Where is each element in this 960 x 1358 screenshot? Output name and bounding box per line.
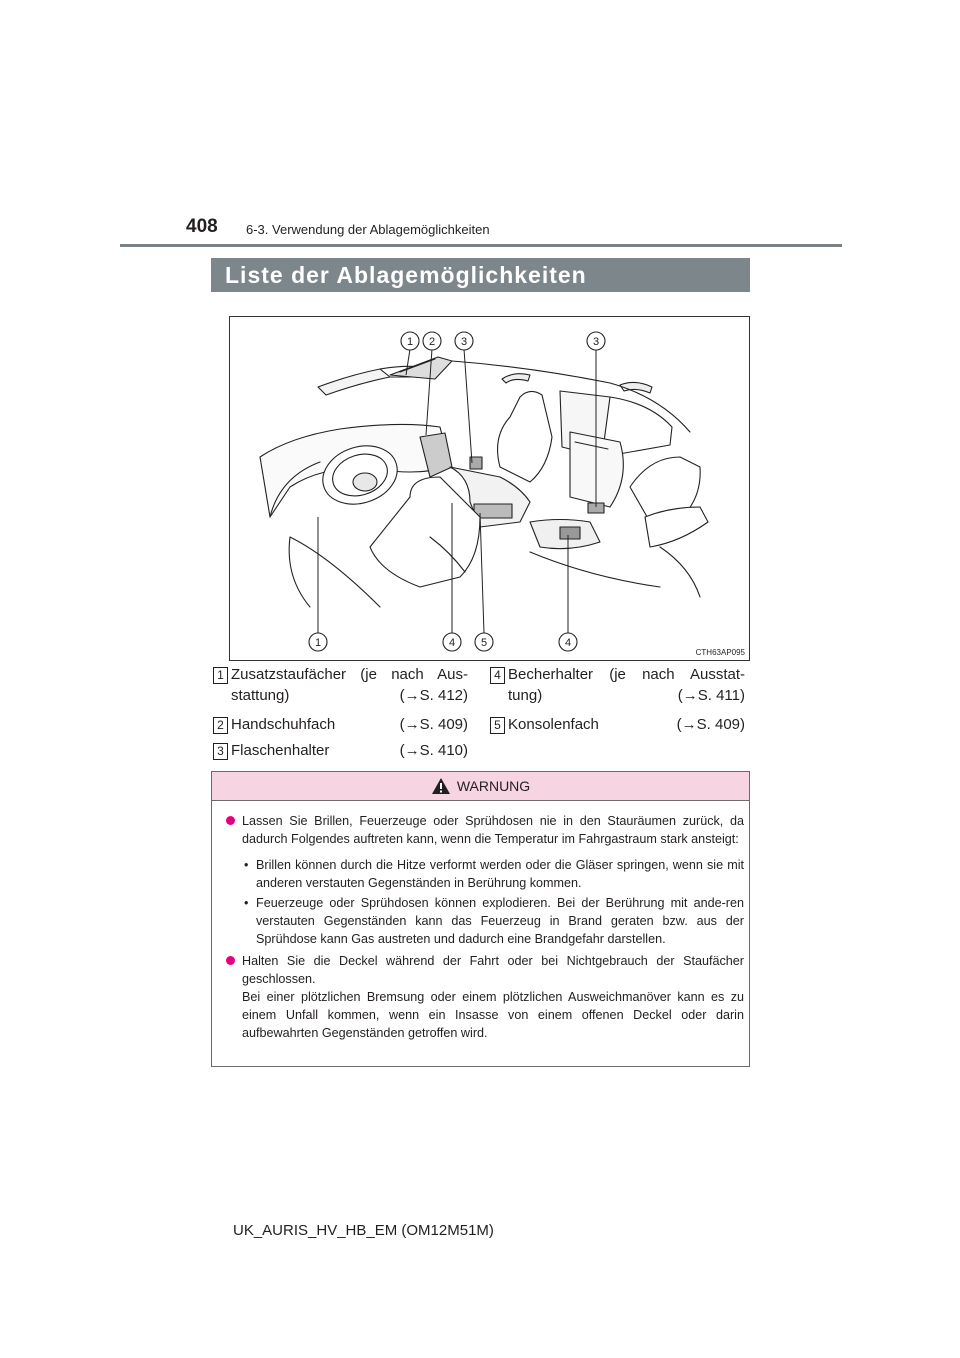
legend-page-ref: (→S. 409) — [399, 716, 468, 733]
figure-code: CTH63AP095 — [695, 648, 745, 657]
legend-item — [213, 714, 469, 736]
callout-bottom-2: 4 — [448, 637, 456, 649]
legend-number: 1 — [213, 667, 228, 684]
legend-number: 5 — [490, 717, 505, 734]
callout-bottom-1: 1 — [314, 637, 322, 649]
callout-top-1: 1 — [406, 336, 414, 348]
warning-sub-item — [226, 856, 744, 892]
bullet-dot-icon — [226, 816, 235, 825]
callout-bottom-4: 4 — [564, 637, 572, 649]
legend-number: 3 — [213, 743, 228, 760]
document-id: UK_AURIS_HV_HB_EM (OM12M51M) — [233, 1222, 494, 1239]
warning-sub-item — [226, 894, 744, 948]
warning-text-cont: Bei einer plötzlichen Bremsung oder einem plötzlichen Ausweichmanöver kann es zu einem Unfall kommen, wenn ein Insasse von einem offenen Deckel oder darin aufbewahrten Gegenständen getroffen wird. — [242, 990, 744, 1040]
car-interior-drawing — [230, 317, 749, 660]
legend-item — [213, 740, 469, 762]
callout-top-2: 2 — [428, 336, 436, 348]
callout-top-4: 3 — [592, 336, 600, 348]
legend-number: 4 — [490, 667, 505, 684]
legend-label-cont: tung) — [508, 687, 543, 704]
legend-page-ref: (→S. 412) — [399, 687, 468, 704]
legend-label: Zusatzstaufächer (je nach Aus- — [231, 666, 468, 683]
warning-text: Lassen Sie Brillen, Feuerzeuge oder Sprühdosen nie in den Stauräumen zurück, da dadurch Folgendes auftreten kann, wenn die Temperatur im Fahrgastraum stark ansteigt: — [242, 814, 744, 846]
legend-page-ref: (→S. 410) — [399, 742, 468, 759]
warning-header — [212, 772, 749, 801]
warning-triangle-icon — [431, 777, 451, 795]
warning-subtext: Brillen können durch die Hitze verformt werden oder die Gläser springen, wenn sie mit anderen verstauten Gegenständen in Berührung kommen. — [256, 858, 744, 890]
section-title: 6-3. Verwendung der Ablagemöglichkeiten — [246, 222, 490, 237]
legend-page-ref: (→S. 409) — [676, 716, 745, 733]
warning-subtext: Feuerzeuge oder Sprühdosen können explodieren. Bei der Berührung mit ande-ren verstauten Gegenständen kann das Feuerzeug in Brand geraten bzw. aus der Sprühdose kann Gas austreten und dadurch eine Brandgefahr darstellen. — [256, 896, 744, 946]
sub-bullet-icon: • — [244, 858, 249, 872]
legend-label: Konsolenfach — [508, 716, 599, 733]
page-number: 408 — [186, 216, 218, 237]
legend-label: Handschuhfach — [231, 716, 336, 733]
bullet-dot-icon — [226, 956, 235, 965]
legend-item — [490, 664, 746, 708]
legend-label-cont: stattung) — [231, 687, 290, 704]
legend-label: Flaschenhalter — [231, 742, 330, 759]
callout-top-3: 3 — [460, 336, 468, 348]
warning-bullet — [226, 952, 744, 1042]
warning-body — [226, 812, 744, 1042]
section-banner: Liste der Ablagemöglichkeiten — [211, 258, 750, 292]
warning-box — [211, 771, 750, 1067]
legend-label: Becherhalter (je nach Ausstat- — [508, 666, 745, 683]
legend-item — [213, 664, 469, 708]
sub-bullet-icon: • — [244, 896, 249, 910]
warning-bullet — [226, 812, 744, 848]
warning-text: Halten Sie die Deckel während der Fahrt oder bei Nichtgebrauch der Staufächer geschlossen. — [242, 954, 744, 986]
interior-illustration — [229, 316, 750, 661]
callout-bottom-3: 5 — [480, 637, 488, 649]
legend-item — [490, 714, 746, 736]
legend-page-ref: (→S. 411) — [677, 687, 745, 704]
warning-title: WARNUNG — [456, 778, 531, 794]
header-divider — [120, 244, 842, 247]
legend-number: 2 — [213, 717, 228, 734]
